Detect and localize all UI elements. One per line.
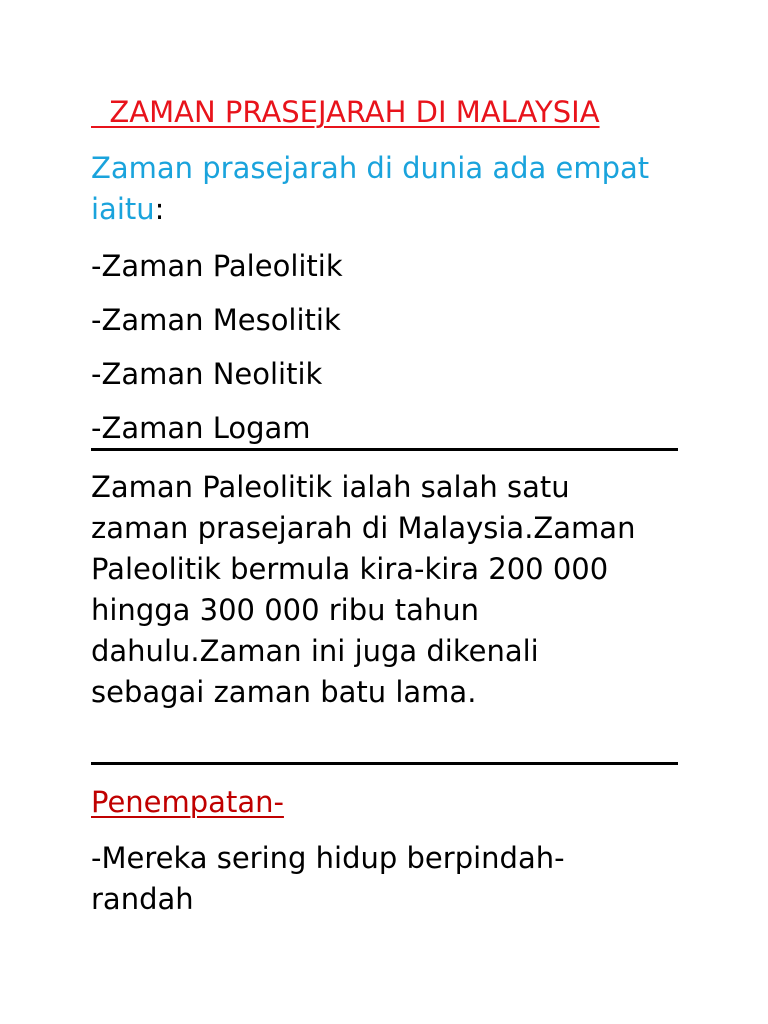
paragraph-line: Zaman Paleolitik ialah salah satu bbox=[91, 470, 570, 504]
section-heading-penempatan: Penempatan- bbox=[91, 785, 284, 819]
section-line: randah bbox=[91, 882, 194, 916]
penempatan-text bbox=[91, 838, 691, 920]
intro-text bbox=[91, 148, 691, 230]
section-line: -Mereka sering hidup berpindah- bbox=[91, 841, 565, 875]
paragraph-line: hingga 300 000 ribu tahun bbox=[91, 593, 480, 627]
paragraph-line: dahulu.Zaman ini juga dikenali bbox=[91, 634, 539, 668]
era-item-mesolitik: -Zaman Mesolitik bbox=[91, 303, 341, 337]
era-item-logam: -Zaman Logam bbox=[91, 411, 311, 445]
document-title: ZAMAN PRASEJARAH DI MALAYSIA bbox=[91, 95, 600, 129]
intro-colon: : bbox=[154, 192, 165, 226]
divider-line bbox=[91, 448, 678, 451]
paragraph-line: Paleolitik bermula kira-kira 200 000 bbox=[91, 552, 609, 586]
era-item-paleolitik: -Zaman Paleolitik bbox=[91, 249, 343, 283]
paragraph-line: sebagai zaman batu lama. bbox=[91, 675, 477, 709]
intro-colored-text: Zaman prasejarah di dunia ada empat iaitu bbox=[91, 151, 650, 226]
paragraph-line: zaman prasejarah di Malaysia.Zaman bbox=[91, 511, 636, 545]
divider-line bbox=[91, 762, 678, 765]
paleolitik-paragraph bbox=[91, 467, 691, 713]
era-item-neolitik: -Zaman Neolitik bbox=[91, 357, 323, 391]
